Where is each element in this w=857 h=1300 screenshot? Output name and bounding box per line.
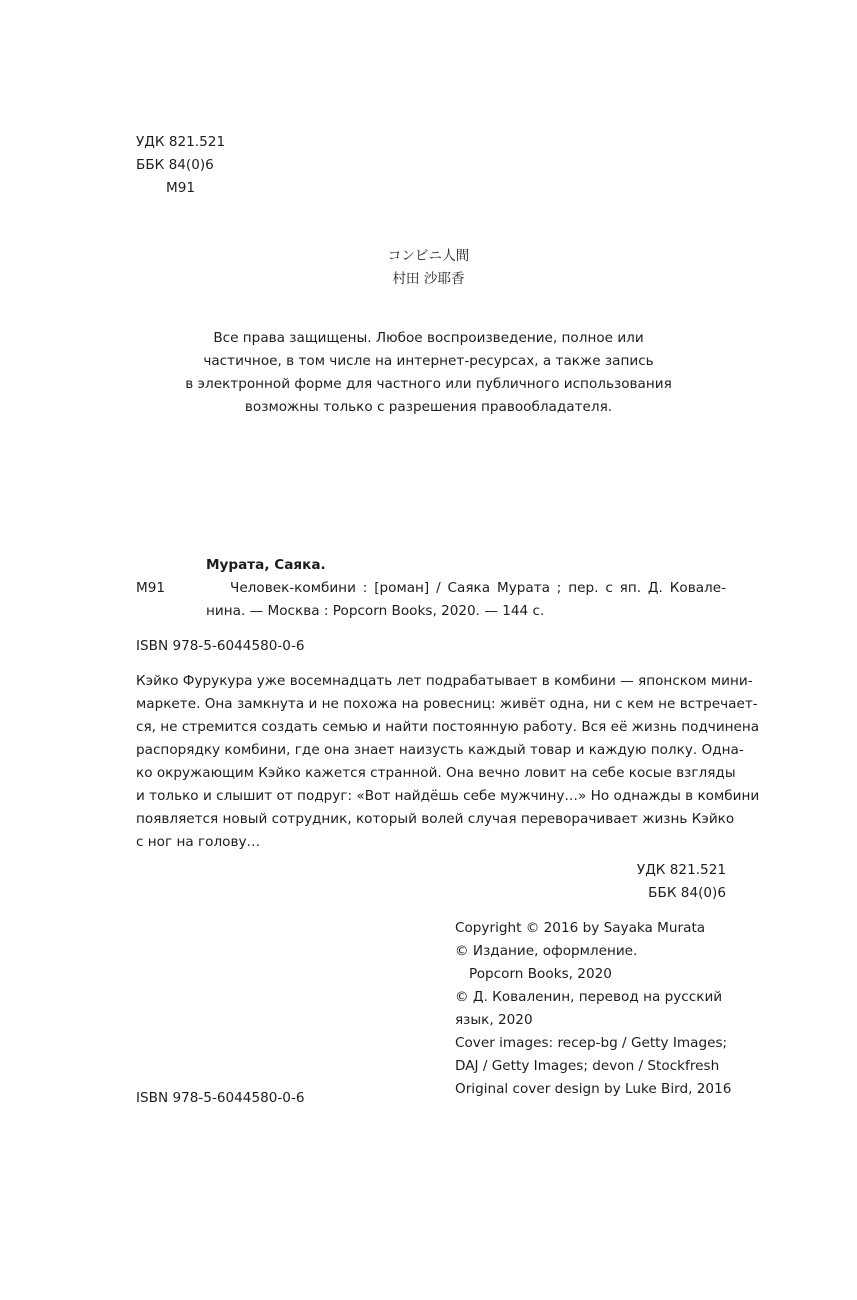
copyright-line: © Издание, оформление. xyxy=(455,943,638,959)
entry-line: нина. — Москва : Popcorn Books, 2020. — 144 с. xyxy=(206,603,545,619)
copyright-line: © Д. Коваленин, перевод на русский xyxy=(455,989,723,1005)
annotation-line: маркете. Она замкнута и не похожа на ровесниц: живёт одна, ни с кем не встречает- xyxy=(136,696,758,712)
annotation-line: ся, не стремится создать семью и найти постоянную работу. Вся её жизнь подчинена xyxy=(136,719,760,735)
bbk-code: ББК 84(0)6 xyxy=(136,157,214,173)
annotation-line: распорядку комбини, где она знает наизусть каждый товар и каждую полку. Одна- xyxy=(136,742,744,758)
udk-code: УДК 821.521 xyxy=(636,862,726,878)
rights-line: возможны только с разрешения правообладателя. xyxy=(244,399,613,415)
copyright-line: DAJ / Getty Images; devon / Stockfresh xyxy=(455,1058,720,1074)
entry-line: Человек-комбини : [роман] / Саяка Мурата ; пер. с яп. Д. Ковале- xyxy=(230,580,726,596)
entry-author-mark: М91 xyxy=(136,580,166,596)
copyright-block xyxy=(455,917,731,1101)
original-author: 村田 沙耶香 xyxy=(392,271,465,287)
author-mark: М91 xyxy=(166,180,196,196)
copyright-line: Original cover design by Luke Bird, 2016 xyxy=(455,1081,732,1097)
original-title: コンビニ人間 xyxy=(387,248,470,264)
copyright-line: Popcorn Books, 2020 xyxy=(469,966,612,982)
copyright-line: Cover images: recep-bg / Getty Images; xyxy=(455,1035,728,1051)
udk-code: УДК 821.521 xyxy=(136,134,226,150)
classification-right xyxy=(136,859,726,905)
rights-line: в электронной форме для частного или публичного использования xyxy=(185,376,672,392)
bibliographic-entry xyxy=(136,554,726,623)
classification-block xyxy=(136,131,225,200)
annotation-line: Кэйко Фурукура уже восемнадцать лет подрабатывает в комбини — японском мини- xyxy=(136,673,753,689)
annotation xyxy=(136,670,760,854)
original-title-block xyxy=(0,245,857,291)
annotation-line: ко окружающим Кэйко кажется странной. Она вечно ловит на себе косые взгляды xyxy=(136,765,736,781)
bbk-code: ББК 84(0)6 xyxy=(648,885,726,901)
annotation-line: и только и слышит от подруг: «Вот найдёшь себе мужчину…» Но однажды в комбини xyxy=(136,788,760,804)
copyright-line: язык, 2020 xyxy=(455,1012,533,1028)
rights-notice xyxy=(0,327,857,419)
isbn: ISBN 978-5-6044580-0-6 xyxy=(136,638,305,654)
copyright-line: Copyright © 2016 by Sayaka Murata xyxy=(455,920,706,936)
entry-heading: Мурата, Саяка. xyxy=(206,557,326,573)
annotation-line: с ног на голову… xyxy=(136,834,261,850)
rights-line: Все права защищены. Любое воспроизведение, полное или xyxy=(213,330,644,346)
isbn: ISBN 978-5-6044580-0-6 xyxy=(136,1090,305,1106)
annotation-line: появляется новый сотрудник, который волей случая переворачивает жизнь Кэйко xyxy=(136,811,735,827)
rights-line: частичное, в том числе на интернет-ресурсах, а также запись xyxy=(203,353,654,369)
